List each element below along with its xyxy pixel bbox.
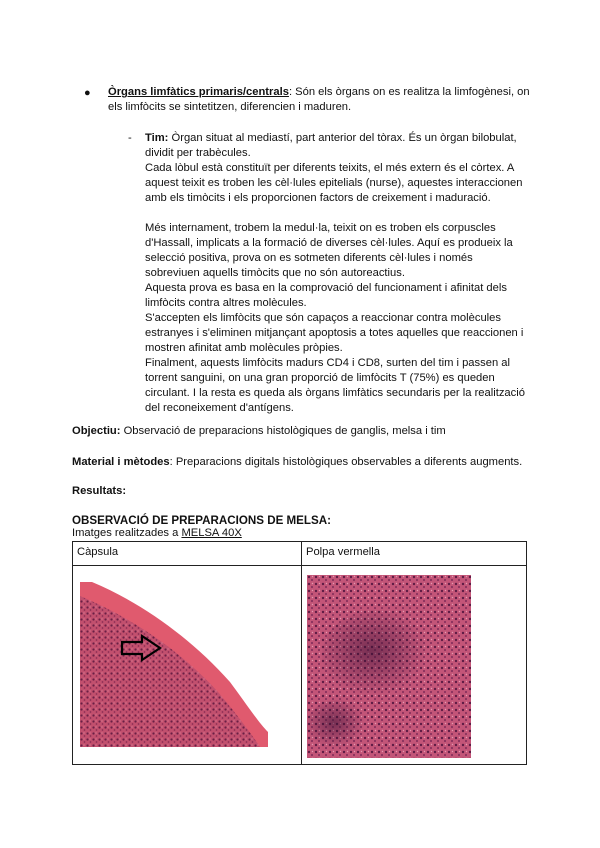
tim-paragraph-1: Cada lòbul està constituït per diferents teixits, el més extern és el còrtex. A aquest teixit es troben les cèl·lules epitelials (nurse), aquestes interaccionen amb els timòcits i els proporcionen factors de creixement i maduració. [145,162,523,204]
bullet-dot: ● [84,87,91,99]
material-text: : Preparacions digitals histològiques observables a diferents augments. [169,456,523,468]
col-header-capsula: Càpsula [73,542,302,566]
objectiu-text: Observació de preparacions histològiques de ganglis, melsa i tim [120,425,446,437]
material-label: Material i mètodes [72,456,170,468]
tim-paragraph-2: Més internament, trobem la medul·la, teixit on es troben els corpuscles d'Hassall, implicats a la formació de diverses cèl·lules. Aquí es produeix la selecció positiva, prova on es sotmeten diferents cèl·lules i només sobreviuen aquells timòcits que no són autoreactius. [145,222,513,279]
col-header-polpa: Polpa vermella [302,542,527,566]
dash-marker: - [128,132,132,144]
tim-paragraph-5: Finalment, aquests limfòcits madurs CD4 i CD8, surten del tim i passen al torrent sanguini, on una gran proporció de limfòcits T (75%) es queden circulant. I la resta es queda als òrgans limfàtics secundaris per la realització del reconeixement d'antígens. [145,357,525,414]
melsa-subtitle [72,526,242,541]
bullet-title: Òrgans limfàtics primaris/centrals [108,86,289,98]
tim-label: Tim: [145,132,169,144]
melsa-heading: OBSERVACIÓ DE PREPARACIONS DE MELSA: [72,514,331,527]
capsula-cell [73,566,302,765]
bullet-text [108,85,538,115]
tim-paragraph-3: Aquesta prova es basa en la comprovació del funcionament i afinitat dels limfòcits contra altres molècules. [145,282,507,309]
objectiu-line [72,424,542,439]
melsa-link[interactable]: MELSA 40X [181,527,242,539]
bullet-body: : Són els òrgans on es realitza la limfogènesi, on els limfòcits se sintetitzen, diferencien i maduren. [108,86,530,113]
polpa-cell [302,566,527,765]
melsa-subtitle-prefix: Imatges realitzades a [72,527,182,539]
polpa-micrograph [307,575,471,758]
tim-paragraph-4: S'accepten els limfòcits que són capaços a reaccionar contra molècules estranyes i s'eliminen mitjançant apoptosis a totes aquelles que reaccionen i mostren afinitat amb molècules pròpies. [145,312,524,354]
tim-intro: Òrgan situat al mediastí, part anterior del tòrax. És un òrgan bilobulat, dividit per trabècules. [145,132,517,159]
tim-content [145,131,529,416]
capsula-micrograph [80,582,268,747]
objectiu-label: Objectiu: [72,425,121,437]
resultats-label: Resultats: [72,485,127,497]
material-line [72,455,542,470]
melsa-image-table [72,541,527,765]
